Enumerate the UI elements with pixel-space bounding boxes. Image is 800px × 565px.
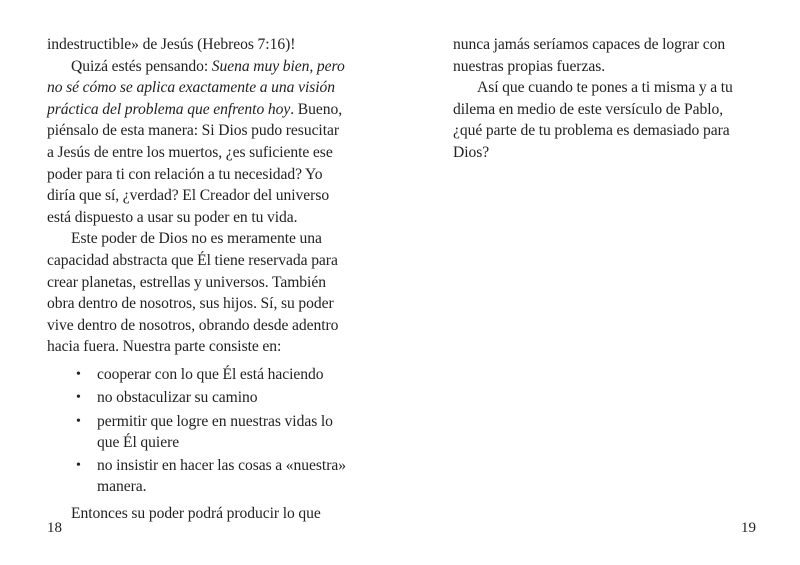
paragraph-3 xyxy=(47,228,347,358)
list-item xyxy=(47,455,347,497)
list-item-text: cooperar con lo que Él está haciendo xyxy=(97,365,324,383)
text-run: . Bueno, piénsalo de esta manera: Si Dios pudo resucitar a Jesús de entre los muertos, ¿es suficiente ese poder para ti con relación a tu necesidad? Yo diría que sí, ¿verdad? El Creador del universo está dispuesto a usar su poder en tu vida. xyxy=(47,100,343,226)
list-item xyxy=(47,411,347,453)
paragraph-2: Así que cuando te pones a ti misma y a tu dilema en medio de este versículo de Pablo, ¿qué parte de tu problema es demasiado para Dios? xyxy=(453,79,733,161)
italic-thought: Suena muy bien, pero no sé cómo se aplica exactamente a una visión práctica del problema que enfrento hoy xyxy=(47,57,345,118)
closing-paragraph: Entonces su poder podrá producir lo que xyxy=(71,505,321,523)
list-item xyxy=(47,387,347,408)
bullet-icon: • xyxy=(76,366,81,382)
text-run: Este poder de Dios no es meramente una capacidad abstracta que Él tiene reservada para crear planetas, estrellas y universos. También obra dentro de nosotros, sus hijos. Sí, su poder vive dentro de nosotros, obrando desde adentro hacia fuera. Nuestra parte consiste en: xyxy=(47,230,339,356)
list-item-text: no obstaculizar su camino xyxy=(97,389,258,407)
bullet-list xyxy=(47,364,347,498)
bullet-icon: • xyxy=(76,390,81,406)
text-run: Quizá estés pensando: xyxy=(71,57,212,75)
text-run: indestructible» de Jesús (Hebreos 7:16)! xyxy=(47,36,296,53)
paragraph-2 xyxy=(47,56,347,229)
list-item-text: no insistir en hacer las cosas a «nuestra» manera. xyxy=(97,457,346,496)
left-page-body xyxy=(47,34,347,525)
bullet-icon: • xyxy=(76,413,81,429)
list-item-text: permitir que logre en nuestras vidas lo que Él quiere xyxy=(97,412,333,451)
list-item xyxy=(47,364,347,385)
paragraph-1 xyxy=(47,34,347,56)
page-number: 19 xyxy=(741,520,756,536)
right-page xyxy=(400,0,800,565)
paragraph-1: nunca jamás seríamos capaces de lograr con nuestras propias fuerzas. xyxy=(453,36,726,75)
page-number: 18 xyxy=(47,520,62,536)
right-page-body xyxy=(453,34,753,164)
bullet-icon: • xyxy=(76,458,81,474)
